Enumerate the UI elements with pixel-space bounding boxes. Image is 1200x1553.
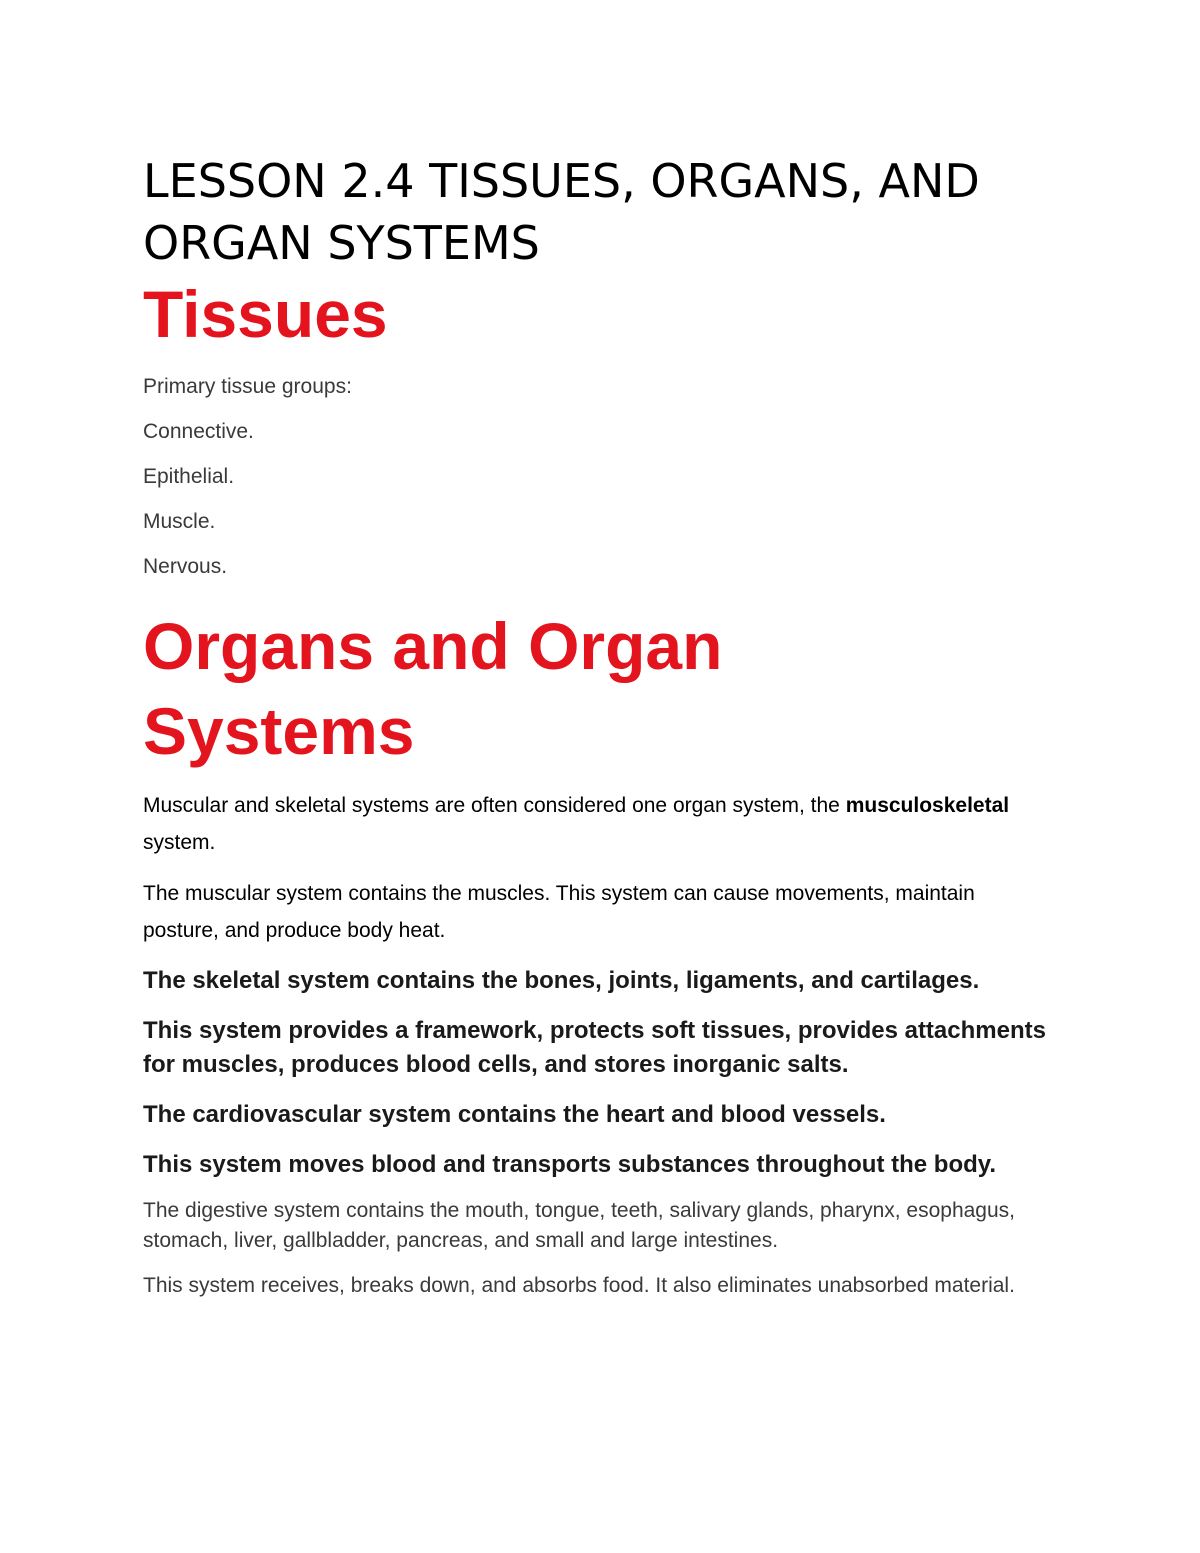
tissue-groups-intro: Primary tissue groups: xyxy=(143,375,352,398)
tissues-heading: Tissues xyxy=(143,277,388,351)
tissue-item-epithelial: Epithelial. xyxy=(143,465,235,488)
skeletal-system-paragraph: The skeletal system contains the bones, joints, ligaments, and cartilages. xyxy=(143,967,980,994)
musculoskeletal-paragraph xyxy=(143,787,1043,861)
tissue-item-nervous: Nervous. xyxy=(143,555,228,578)
tissue-item-connective: Connective. xyxy=(143,420,254,443)
organs-heading: Organs and Organ Systems xyxy=(143,609,723,768)
document-title: LESSON 2.4 TISSUES, ORGANS, AND ORGAN SYSTEMS xyxy=(143,154,980,270)
musculoskeletal-term: musculoskeletal xyxy=(845,794,1010,817)
digestive-system-paragraph: The digestive system contains the mouth, tongue, teeth, salivary glands, pharynx, esophagus, stomach, liver, gallbladder, pancreas, and small and large intestines. xyxy=(143,1199,1016,1252)
muscular-system-paragraph: The muscular system contains the muscles. This system can cause movements, maintain posture, and produce body heat. xyxy=(143,882,975,942)
skeletal-function-paragraph: This system provides a framework, protects soft tissues, provides attachments for muscles, produces blood cells, and stores inorganic salts. xyxy=(143,1017,1046,1078)
musculoskeletal-text-end: system. xyxy=(143,831,216,854)
digestive-function-paragraph: This system receives, breaks down, and absorbs food. It also eliminates unabsorbed material. xyxy=(143,1274,1015,1297)
cardiovascular-function-paragraph: This system moves blood and transports substances throughout the body. xyxy=(143,1151,996,1178)
musculoskeletal-text-start: Muscular and skeletal systems are often considered one organ system, the xyxy=(143,794,846,817)
tissue-item-muscle: Muscle. xyxy=(143,510,216,533)
cardiovascular-system-paragraph: The cardiovascular system contains the heart and blood vessels. xyxy=(143,1101,886,1128)
